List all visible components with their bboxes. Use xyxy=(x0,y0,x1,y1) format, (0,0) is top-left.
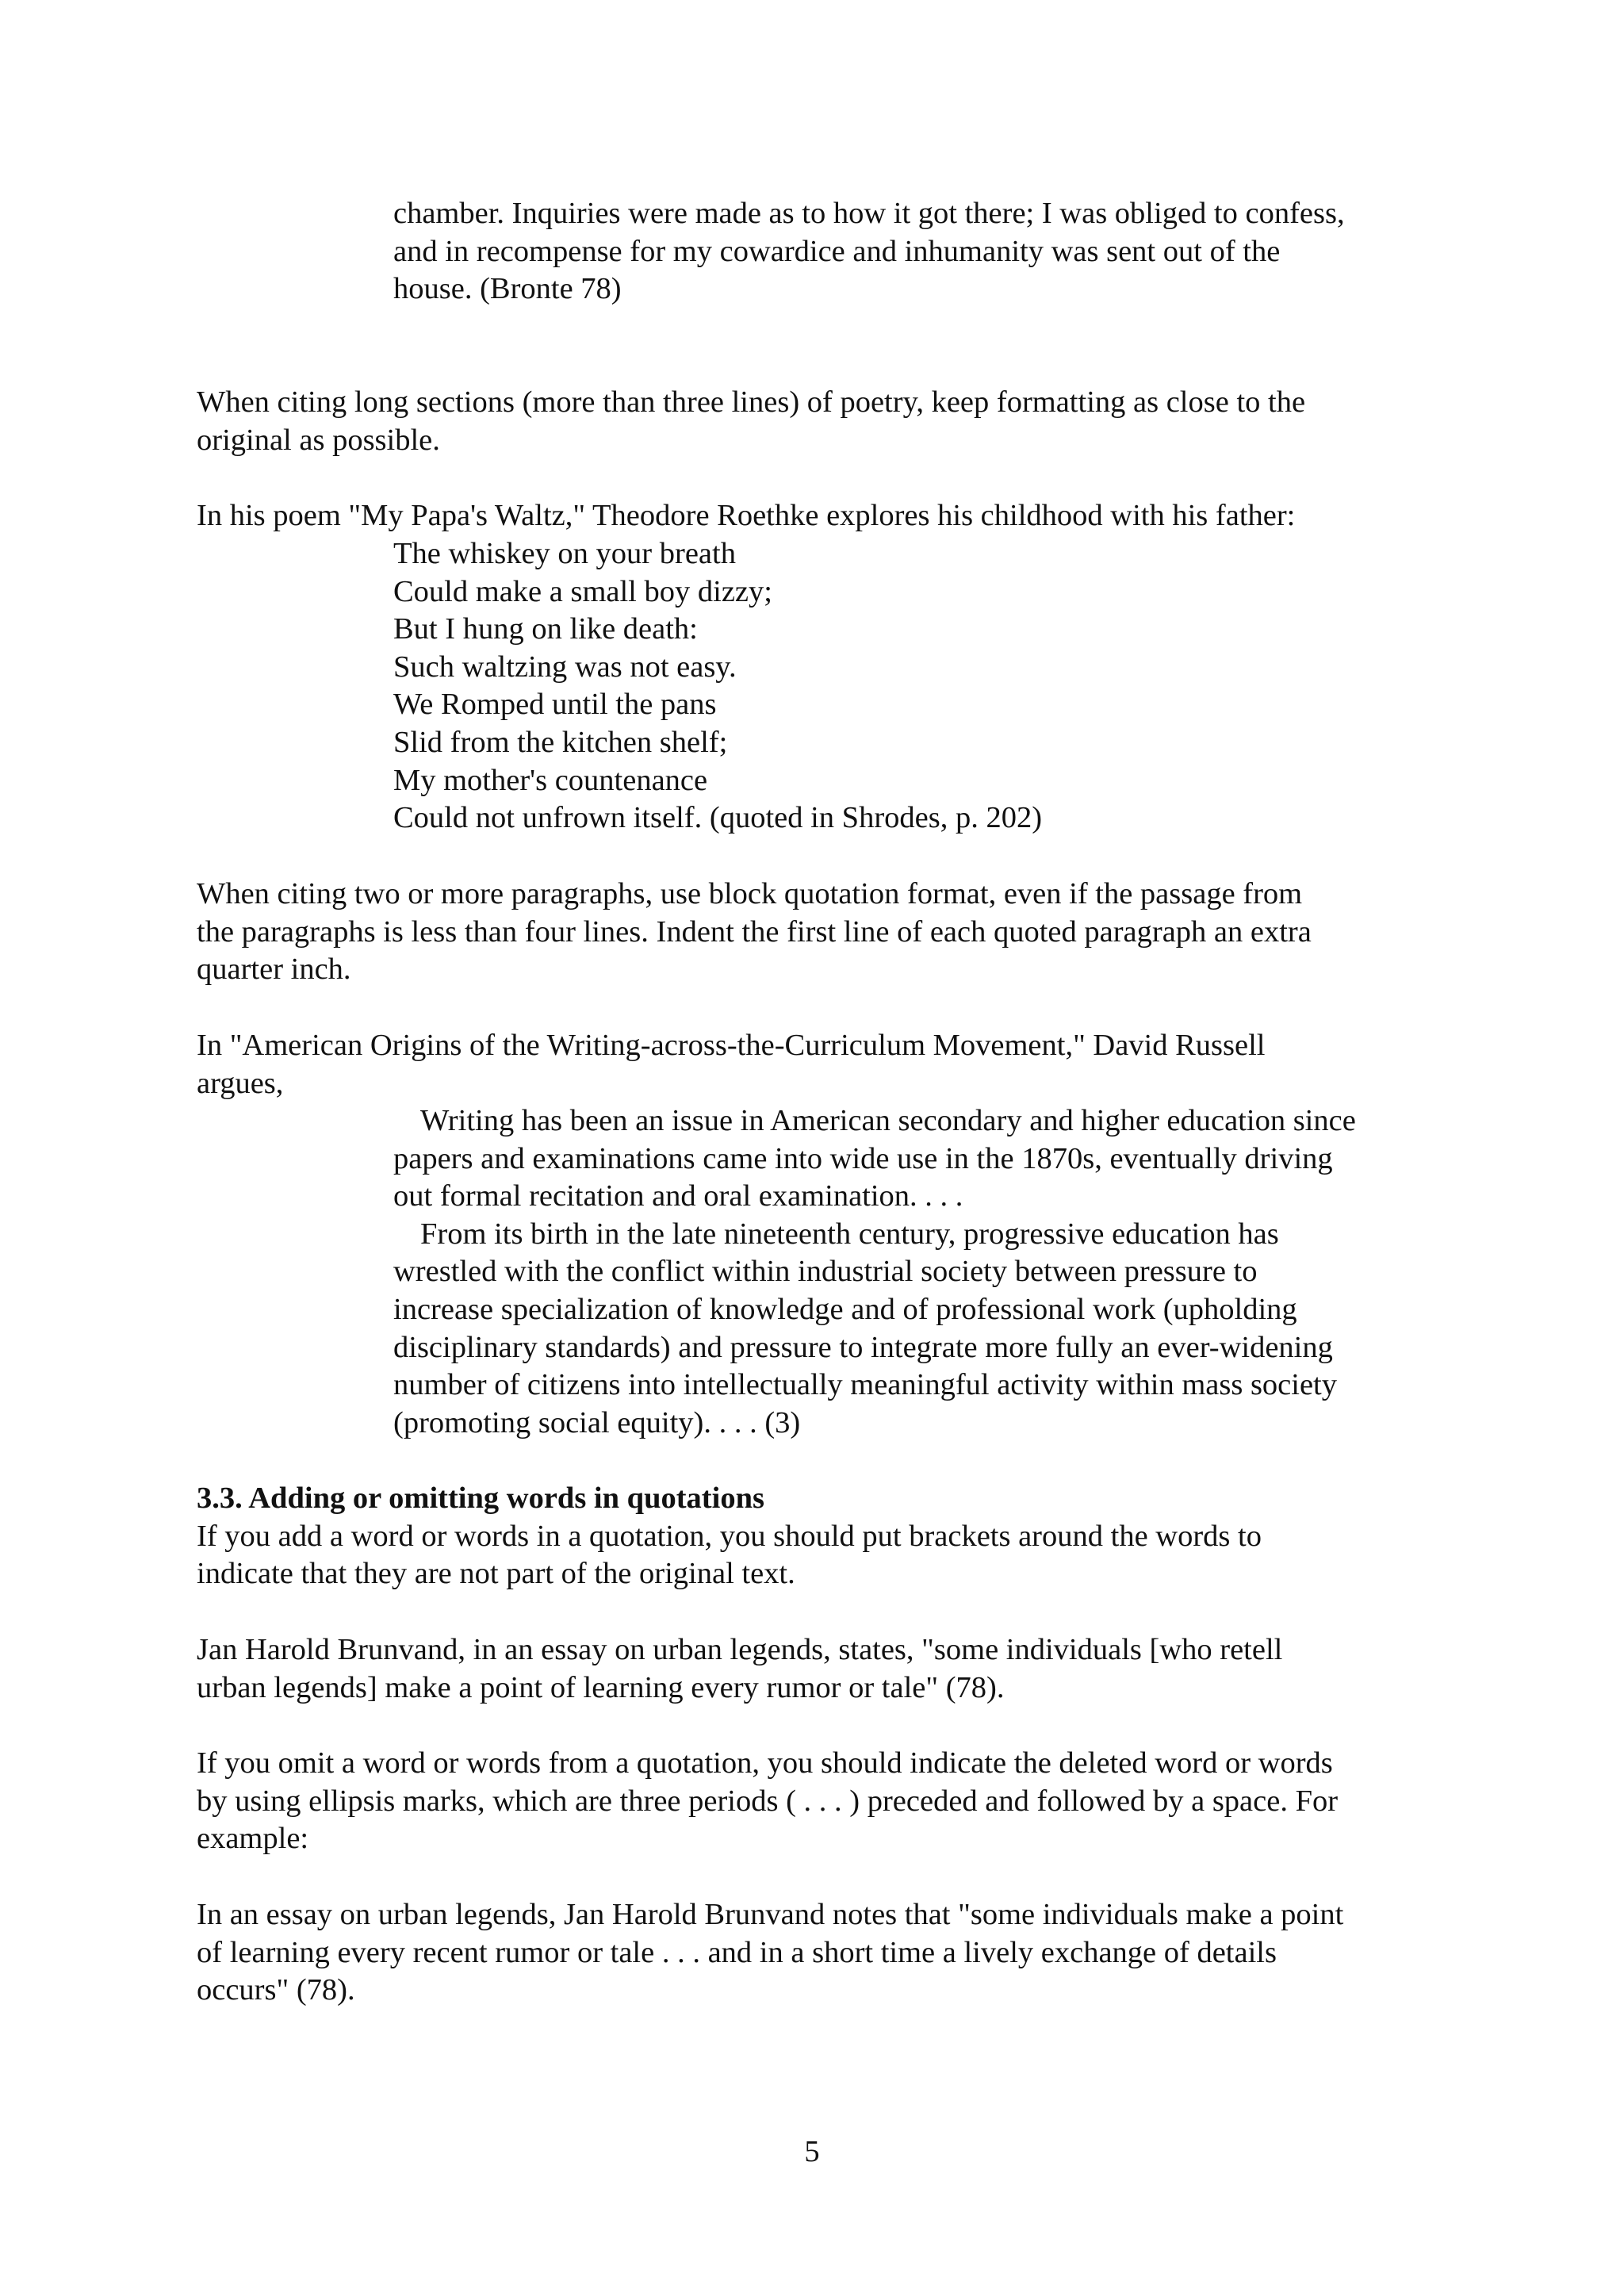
paragraph-line: If you add a word or words in a quotation, you should put brackets around the words to xyxy=(197,1519,1262,1553)
paragraph-brunvand-example-1 xyxy=(197,1631,1434,1707)
paragraph-line: quarter inch. xyxy=(197,953,351,987)
quote-line: Writing has been an issue in American secondary and higher education since xyxy=(420,1104,1356,1137)
paragraph-line: by using ellipsis marks, which are three periods ( . . . ) preceded and followed by a space. For xyxy=(197,1784,1339,1818)
block-quote-russell xyxy=(393,1102,1448,1442)
paragraph-line: In his poem "My Papa's Waltz," Theodore Roethke explores his childhood with his father: xyxy=(197,499,1296,532)
quote-line: disciplinary standards) and pressure to integrate more fully an ever-widening xyxy=(393,1330,1333,1364)
quote-line: chamber. Inquiries were made as to how it got there; I was obliged to confess, xyxy=(393,197,1345,230)
paragraph-line: argues, xyxy=(197,1066,284,1100)
paragraph-line: Jan Harold Brunvand, in an essay on urban legends, states, "some individuals [who retell xyxy=(197,1633,1283,1666)
paragraph-block-quotation-note xyxy=(197,876,1434,989)
poem-line: Slid from the kitchen shelf; xyxy=(393,725,728,759)
paragraph-brunvand-example-2 xyxy=(197,1896,1434,2010)
paragraph-line: the paragraphs is less than four lines. Indent the first line of each quoted paragraph an extra xyxy=(197,914,1312,949)
poem-line: Could make a small boy dizzy; xyxy=(393,574,772,608)
section-adding-omitting xyxy=(197,1480,1434,1593)
paragraph-line: In an essay on urban legends, Jan Harold Brunvand notes that "some individuals make a point xyxy=(197,1898,1344,1931)
section-heading: 3.3. Adding or omitting words in quotations xyxy=(197,1481,764,1515)
quote-line: house. (Bronte 78) xyxy=(393,272,622,306)
quote-line: (promoting social equity). . . . (3) xyxy=(393,1405,801,1439)
page-number: 5 xyxy=(804,2135,820,2168)
poem-line: We Romped until the pans xyxy=(393,688,717,722)
paragraph-line: occurs" (78). xyxy=(197,1973,355,2007)
paragraph-russell-intro xyxy=(197,1027,1434,1102)
poem-line: The whiskey on your breath xyxy=(393,537,736,570)
block-quote-bronte xyxy=(393,195,1448,309)
poem-line: But I hung on like death: xyxy=(393,612,698,646)
poem-line: My mother's countenance xyxy=(393,763,708,797)
poem-line: Could not unfrown itself. (quoted in Shrodes, p. 202) xyxy=(393,801,1043,835)
quote-line: out formal recitation and oral examination. . . . xyxy=(393,1179,963,1213)
paragraph-line: urban legends] make a point of learning every rumor or tale" (78). xyxy=(197,1670,1005,1704)
block-quote-poem xyxy=(393,535,1448,838)
paragraph-poetry-note xyxy=(197,384,1434,459)
quote-line: and in recompense for my cowardice and inhumanity was sent out of the xyxy=(393,234,1281,268)
paragraph-line: When citing long sections (more than three lines) of poetry, keep formatting as close to the xyxy=(197,385,1306,419)
quote-line: increase specialization of knowledge and of professional work (upholding xyxy=(393,1292,1297,1326)
paragraph-line: If you omit a word or words from a quotation, you should indicate the deleted word or words xyxy=(197,1746,1333,1780)
quote-line: From its birth in the late nineteenth century, progressive education has xyxy=(420,1217,1279,1251)
paragraph-line: of learning every recent rumor or tale . . . and in a short time a lively exchange of details xyxy=(197,1935,1277,1969)
quote-line: number of citizens into intellectually meaningful activity within mass society xyxy=(393,1368,1338,1402)
paragraph-line: example: xyxy=(197,1822,309,1856)
paragraph-poem-intro xyxy=(197,497,1434,535)
paragraph-line: indicate that they are not part of the original text. xyxy=(197,1557,795,1591)
quote-line: wrestled with the conflict within industrial society between pressure to xyxy=(393,1255,1258,1289)
quote-line: papers and examinations came into wide use in the 1870s, eventually driving xyxy=(393,1141,1333,1175)
paragraph-omit-note xyxy=(197,1745,1434,1858)
paragraph-line: original as possible. xyxy=(197,423,440,457)
poem-line: Such waltzing was not easy. xyxy=(393,650,737,684)
paragraph-line: In "American Origins of the Writing-across-the-Curriculum Movement," David Russell xyxy=(197,1029,1266,1062)
paragraph-line: When citing two or more paragraphs, use block quotation format, even if the passage from xyxy=(197,877,1303,910)
